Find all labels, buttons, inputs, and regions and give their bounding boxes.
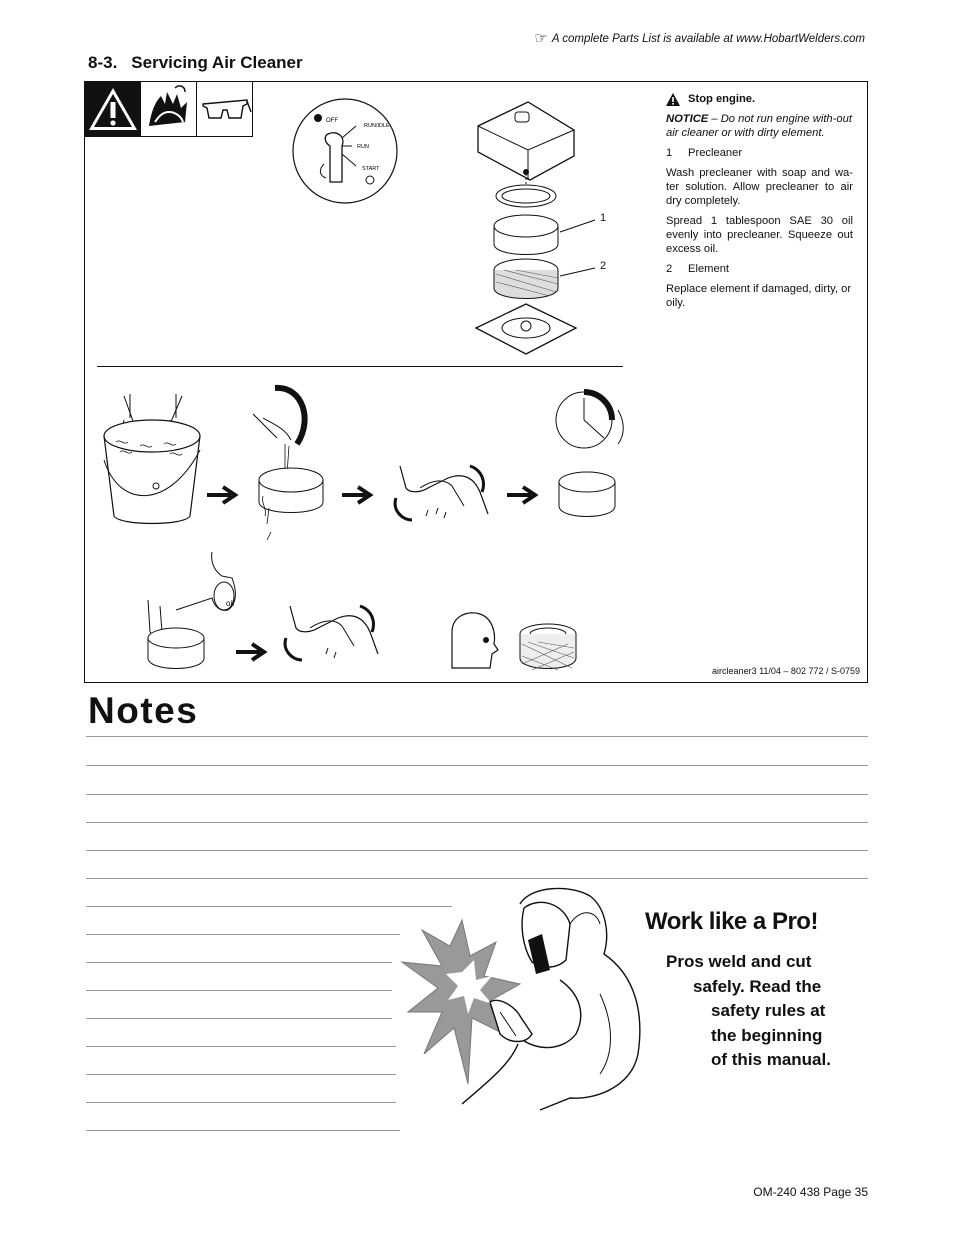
- promo-line: safely. Read the: [693, 976, 822, 996]
- oil-precleaner-illustration: [140, 550, 245, 675]
- section-title: Servicing Air Cleaner: [131, 53, 303, 72]
- note-line: [86, 934, 400, 935]
- rinse-precleaner-illustration: [245, 384, 330, 544]
- safety-glasses-icon: [197, 82, 253, 136]
- promo-line: Pros weld and cut: [666, 952, 812, 971]
- note-line: [86, 794, 868, 795]
- hot-parts-icon: [141, 82, 197, 136]
- step-arrow-2: [342, 484, 376, 506]
- parts-list-text: A complete Parts List is available at www.HobartWelders.com: [551, 33, 865, 45]
- svg-text:OFF: OFF: [326, 118, 338, 124]
- notice-text: – Do not run engine with-out air cleaner or with dirty element.: [666, 113, 852, 139]
- note-line: [86, 736, 868, 737]
- callout-2: 2: [600, 260, 607, 272]
- section-number: 8-3.: [88, 53, 118, 72]
- pointing-hand-icon: ☞: [534, 30, 548, 47]
- notes-title: Notes: [88, 690, 199, 731]
- figure-credit: aircleaner3 11/04 – 802 772 / S-0759: [712, 666, 860, 676]
- svg-text:START: START: [362, 166, 380, 172]
- section-heading: [88, 53, 303, 73]
- item-1-number: 1: [666, 147, 673, 159]
- instructions-panel: [666, 92, 853, 316]
- note-line: [86, 1102, 396, 1103]
- figure-divider: [97, 366, 623, 367]
- item-1-description-1: Wash precleaner with soap and wa-ter solution. Allow precleaner to air dry completely.: [666, 167, 853, 207]
- note-line: [86, 850, 868, 851]
- note-line: [86, 1046, 396, 1047]
- warning-triangle-icon: [666, 93, 680, 106]
- note-line: [86, 765, 868, 766]
- svg-text:RUN: RUN: [357, 144, 369, 150]
- air-dry-timer-illustration: [554, 388, 634, 523]
- svg-text:RUN/IDLE: RUN/IDLE: [364, 123, 390, 129]
- promo-line: safety rules at: [711, 1001, 826, 1020]
- safety-icon-strip: [84, 81, 253, 137]
- oil-label: oil: [226, 599, 235, 608]
- item-1-description-2: Spread 1 tablespoon SAE 30 oil evenly into precleaner. Squeeze out excess oil.: [666, 215, 853, 255]
- note-line: [86, 1074, 396, 1075]
- item-2-number: 2: [666, 263, 673, 275]
- promo-text: [620, 950, 855, 1073]
- parts-list-note: [505, 29, 865, 47]
- ignition-switch-illustration: [290, 96, 400, 206]
- callout-1: 1: [600, 212, 607, 224]
- squeeze-oil-illustration: [282, 598, 382, 678]
- note-line: [86, 822, 868, 823]
- note-line: [86, 962, 392, 963]
- promo-title: Work like a Pro!: [645, 908, 818, 935]
- item-2-heading: [666, 262, 853, 276]
- notice-label: NOTICE: [666, 113, 709, 125]
- squeeze-precleaner-illustration: [392, 458, 492, 538]
- item-2-description: Replace element if damaged, dirty, or oily.: [666, 283, 852, 309]
- promo-line: the beginning: [711, 1025, 823, 1045]
- step-arrow-3: [507, 484, 541, 506]
- promo-line: of this manual.: [711, 1050, 831, 1069]
- note-line: [86, 906, 452, 907]
- item-1-heading: [666, 146, 853, 160]
- inspect-element-illustration: [448, 608, 578, 678]
- air-cleaner-exploded-illustration: [470, 92, 620, 362]
- notice-paragraph: [666, 112, 853, 140]
- note-line: [86, 1018, 392, 1019]
- stop-engine-warning: [666, 92, 853, 106]
- note-line: [86, 990, 392, 991]
- step-arrow-1: [207, 484, 241, 506]
- note-line: [86, 878, 868, 879]
- welder-illustration: [400, 884, 645, 1114]
- item-2-name: Element: [688, 263, 730, 275]
- page-footer: OM-240 438 Page 35: [753, 1185, 868, 1199]
- stop-engine-text: Stop engine.: [688, 93, 756, 105]
- bucket-wash-illustration: [100, 390, 205, 535]
- item-1-name: Precleaner: [688, 147, 743, 159]
- warning-triangle-icon: [85, 82, 141, 136]
- note-line: [86, 1130, 400, 1131]
